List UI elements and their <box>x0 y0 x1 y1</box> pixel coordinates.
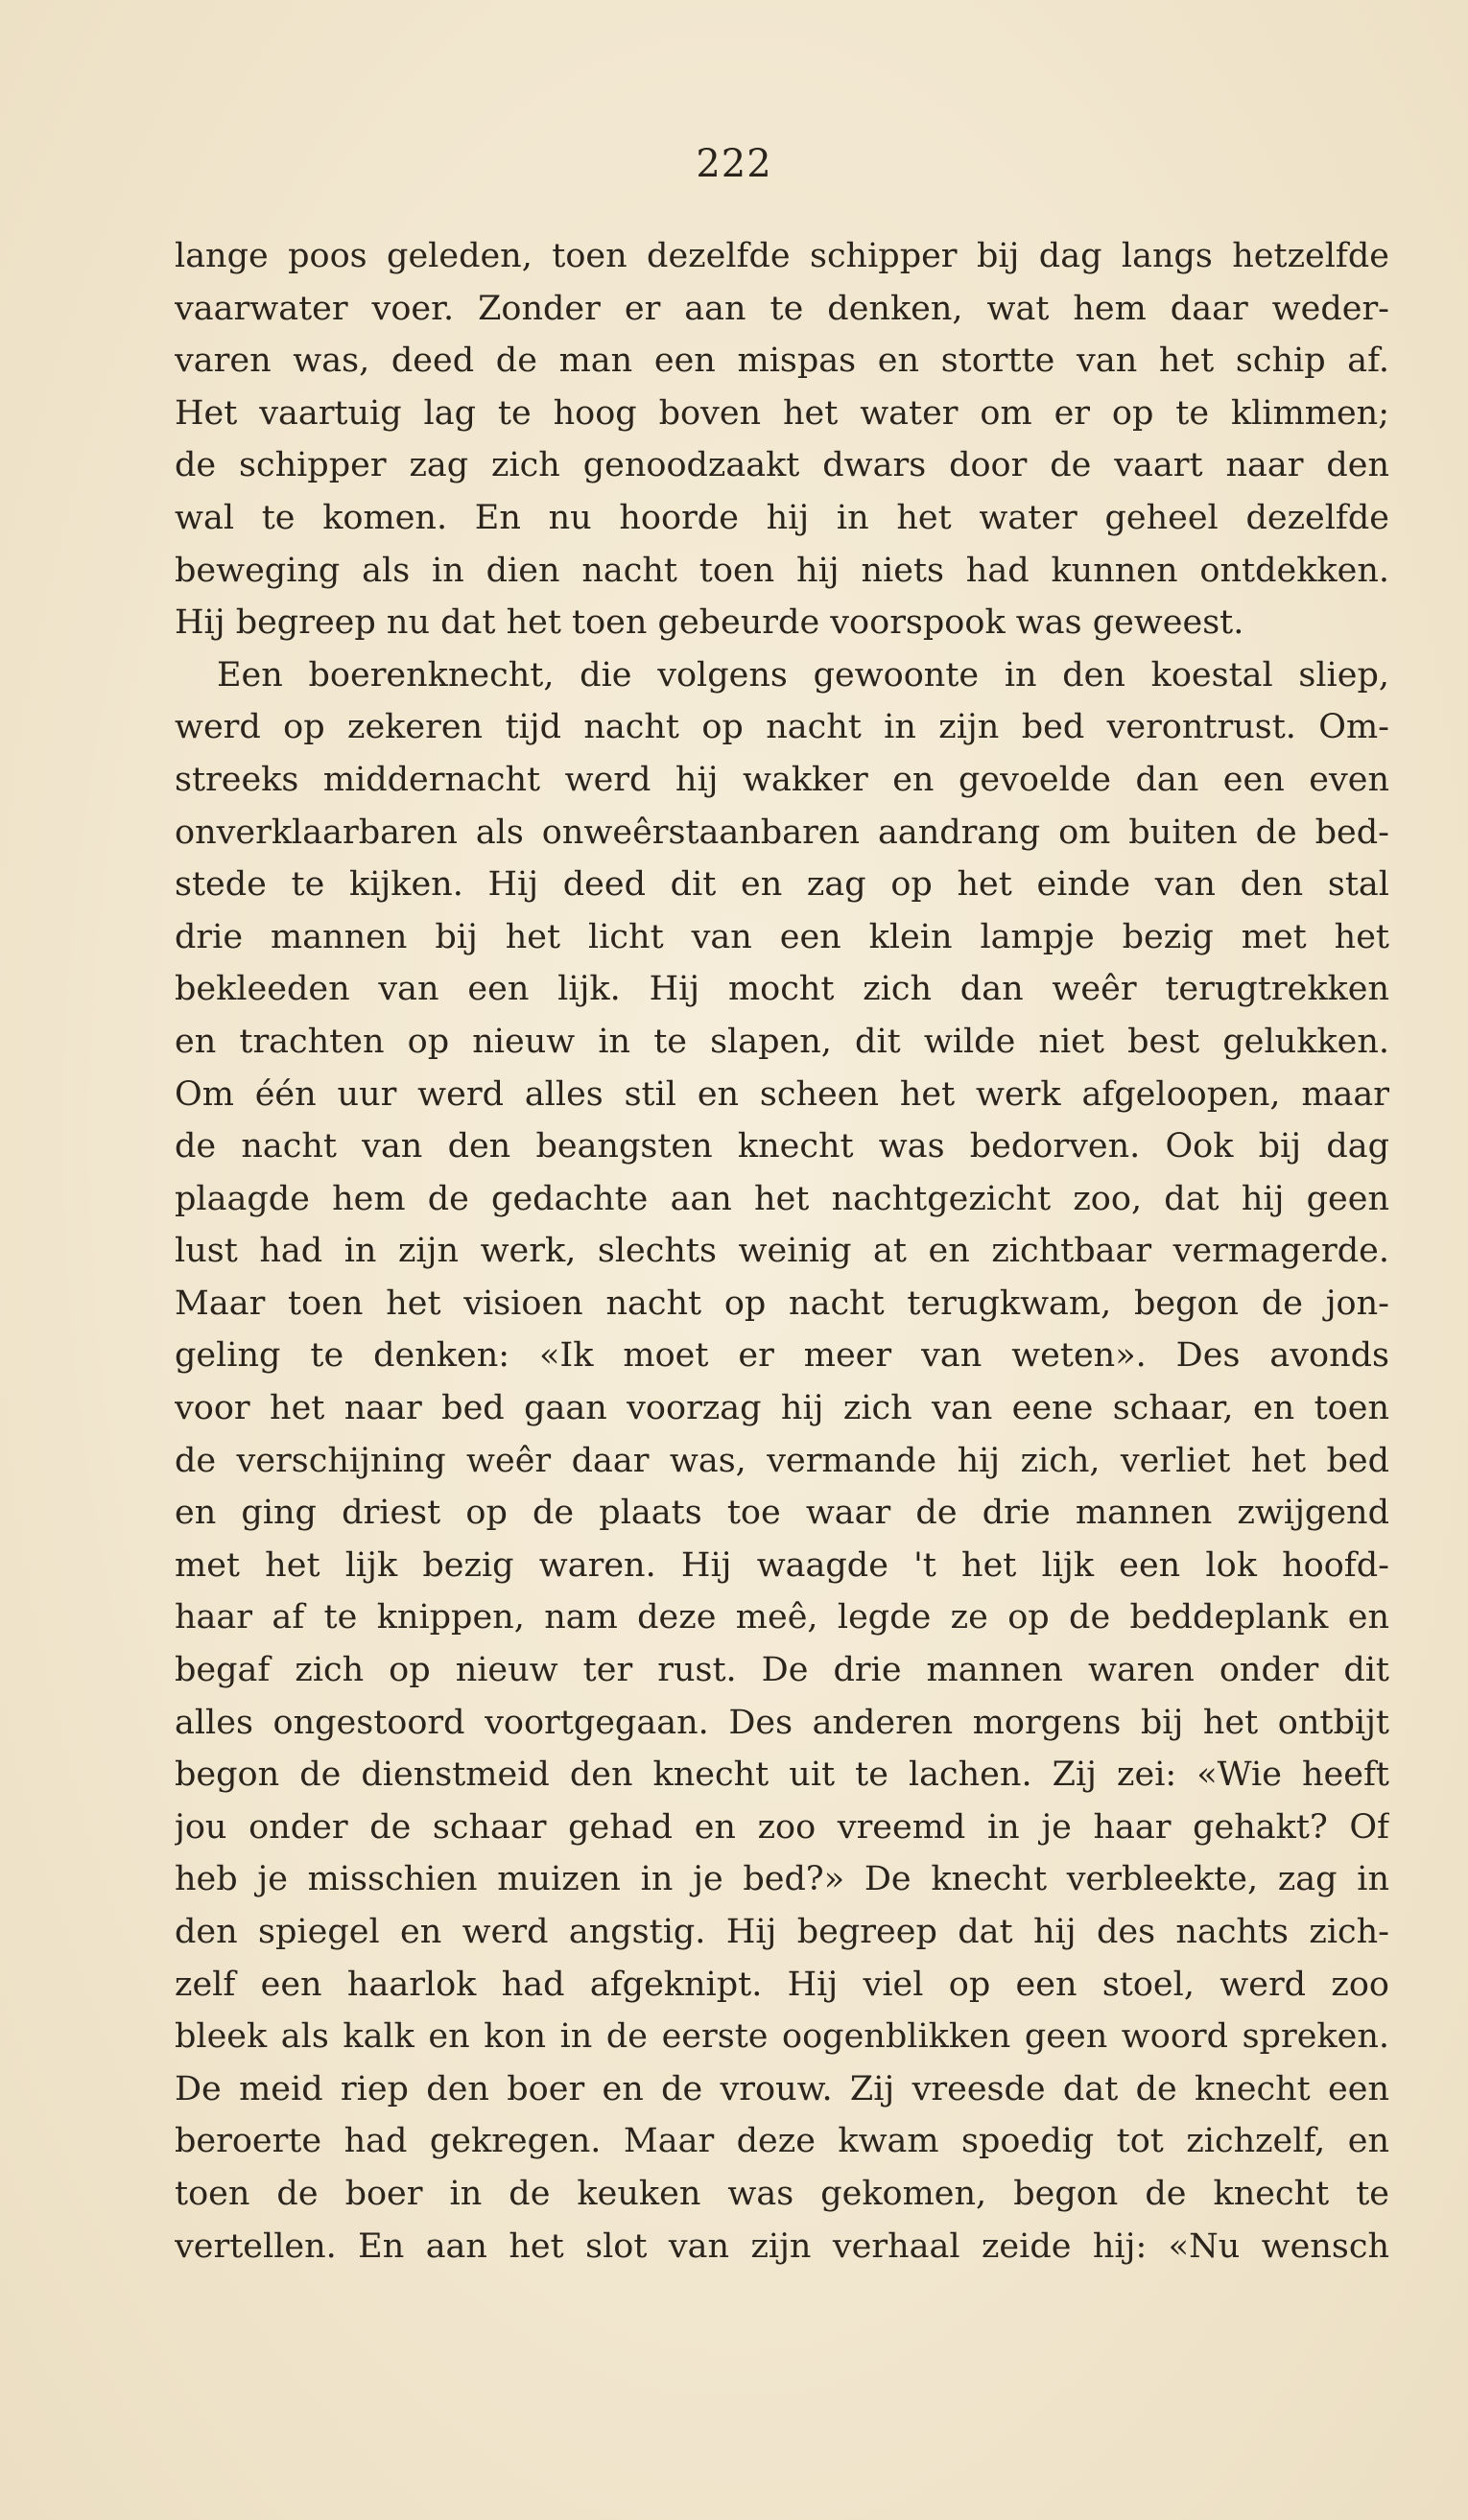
text-line: de nacht van den beangsten knecht was bedorven. Ook bij dag <box>175 1127 1389 1166</box>
text-line: stede te kijken. Hij deed dit en zag op het einde van den stal <box>175 865 1389 905</box>
text-line: haar af te knippen, nam deze meê, legde ze op de beddeplank en <box>175 1598 1389 1637</box>
text-line: vertellen. En aan het slot van zijn verhaal zeide hij: «Nu wensch <box>175 2226 1389 2266</box>
text-line: de verschijning weêr daar was, vermande hij zich, verliet het bed <box>175 1441 1389 1480</box>
text-line: toen de boer in de keuken was gekomen, begon de knecht te <box>175 2174 1389 2213</box>
text-line: de schipper zag zich genoodzaakt dwars door de vaart naar den <box>175 446 1389 485</box>
body-text <box>175 230 1389 2273</box>
text-line: lange poos geleden, toen dezelfde schipper bij dag langs hetzelfde <box>175 237 1389 275</box>
text-line: bekleeden van een lijk. Hij mocht zich dan weêr terugtrekken <box>175 970 1389 1009</box>
text-line: met het lijk bezig waren. Hij waagde 't het lijk een lok hoofd- <box>175 1545 1389 1585</box>
text-line: voor het naar bed gaan voorzag hij zich van eene schaar, en toen <box>175 1389 1389 1428</box>
text-line: beroerte had gekregen. Maar deze kwam spoedig tot zichzelf, en <box>175 2122 1389 2161</box>
text-line: wal te komen. En nu hoorde hij in het water geheel dezelfde <box>175 498 1389 537</box>
text-line: begaf zich op nieuw ter rust. De drie mannen waren onder dit <box>175 1651 1389 1690</box>
text-line: drie mannen bij het licht van een klein lampje bezig met het <box>175 917 1389 956</box>
text-line: De meid riep den boer en de vrouw. Zij vreesde dat de knecht een <box>175 2069 1389 2108</box>
text-line: en ging driest op de plaats toe waar de drie mannen zwijgend <box>175 1494 1389 1533</box>
text-line: onverklaarbaren als onweêrstaanbaren aandrang om buiten de bed- <box>175 813 1389 852</box>
text-line: den spiegel en werd angstig. Hij begreep dat hij des nachts zich- <box>175 1913 1389 1951</box>
text-line: heb je misschien muizen in je bed?» De knecht verbleekte, zag in <box>175 1860 1389 1899</box>
text-line: geling te denken: «Ik moet er meer van weten». Des avonds <box>175 1336 1389 1376</box>
text-line: en trachten op nieuw in te slapen, dit wilde niet best gelukken. <box>175 1022 1389 1061</box>
text-line: alles ongestoord voortgegaan. Des anderen morgens bij het ontbijt <box>175 1703 1389 1742</box>
text-line: Hij begreep nu dat het toen gebeurde voorspook was geweest. <box>175 603 1244 643</box>
text-line: Een boerenknecht, die volgens gewoonte in den koestal sliep, <box>217 655 1389 695</box>
text-line: Maar toen het visioen nacht op nacht terugkwam, begon de jon- <box>175 1284 1389 1323</box>
text-line: werd op zekeren tijd nacht op nacht in zijn bed verontrust. Om- <box>175 708 1389 747</box>
text-line: Het vaartuig lag te hoog boven het water om er op te klimmen; <box>175 393 1389 433</box>
text-line: bleek als kalk en kon in de eerste oogenblikken geen woord spreken. <box>175 2017 1389 2057</box>
text-line: plaagde hem de gedachte aan het nachtgezicht zoo, dat hij geen <box>175 1179 1389 1218</box>
text-line: beweging als in dien nacht toen hij niets had kunnen ontdekken. <box>175 551 1389 590</box>
text-line: jou onder de schaar gehad en zoo vreemd in je haar gehakt? Of <box>175 1807 1389 1847</box>
text-line: lust had in zijn werk, slechts weinig at en zichtbaar vermagerde. <box>175 1232 1389 1271</box>
text-line: begon de dienstmeid den knecht uit te lachen. Zij zei: «Wie heeft <box>175 1755 1389 1795</box>
text-line: zelf een haarlok had afgeknipt. Hij viel op een stoel, werd zoo <box>175 1965 1389 2004</box>
page-number: 222 <box>696 142 772 186</box>
text-line: vaarwater voer. Zonder er aan te denken, wat hem daar weder- <box>175 289 1389 328</box>
text-line: Om één uur werd alles stil en scheen het werk afgeloopen, maar <box>175 1074 1389 1114</box>
text-line: streeks middernacht werd hij wakker en gevoelde dan een even <box>175 760 1389 799</box>
text-line: varen was, deed de man een mispas en stortte van het schip af. <box>175 341 1389 381</box>
